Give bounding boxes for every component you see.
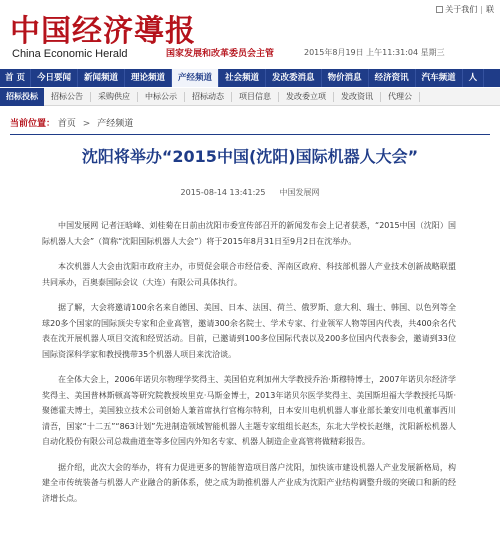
- nav-item-theory[interactable]: 理论频道: [125, 69, 172, 87]
- nav-item-economy[interactable]: 经济资讯: [369, 69, 416, 87]
- article-source: 中国发展网: [279, 188, 320, 197]
- article-paragraph: 据介绍，此次大会的举办，将有力促进更多的智能智造项目落户沈阳，加快该市建设机器人产业发展新格局，构建全市传统装备与机器人产业融合的新体系，使之成为助推机器人产业成为沈阳产业结构调整升级的突破口和新的经济增长点。: [42, 462, 456, 503]
- sponsor-text: 国家发展和改革委员会主管: [166, 49, 275, 59]
- about-link[interactable]: 关于我们: [445, 5, 478, 14]
- site-logo[interactable]: 中国经济導报: [10, 14, 196, 49]
- subnav-item-procurement[interactable]: 采购供应: [91, 92, 138, 102]
- about-icon: [436, 6, 443, 13]
- nav-item-more[interactable]: 人: [463, 69, 485, 87]
- content-divider: [10, 134, 490, 135]
- site-logo-english: China Economic Herald: [12, 48, 128, 60]
- nav-item-news[interactable]: 新闻频道: [78, 69, 125, 87]
- nav-item-today-news[interactable]: 今日要闻: [31, 69, 78, 87]
- subnav-label[interactable]: 招标投标: [0, 88, 44, 106]
- article-paragraph: 本次机器人大会由沈阳市政府主办，市贸促会联合市经信委、浑南区政府、科技部机器人产业技术创新战略联盟共同承办，百奥泰国际会议（大连）有限公司具体执行。: [42, 262, 456, 287]
- subnav-item-project-info[interactable]: 项目信息: [232, 92, 279, 102]
- subnav-item-award[interactable]: 中标公示: [138, 92, 185, 102]
- article-title: 沈阳将举办“2015中国(沈阳)国际机器人大会”: [81, 147, 419, 166]
- link-separator: |: [480, 5, 483, 14]
- contact-link[interactable]: 联: [486, 5, 494, 14]
- breadcrumb-prefix: 当前位置：: [10, 119, 56, 129]
- breadcrumb-home[interactable]: 首页: [57, 119, 76, 129]
- breadcrumb-current[interactable]: 产经频道: [97, 119, 134, 129]
- subnav-item-ndrc-info[interactable]: 发改资讯: [334, 92, 381, 102]
- nav-item-auto[interactable]: 汽车频道: [416, 69, 463, 87]
- nav-item-industry[interactable]: 产经频道: [172, 69, 219, 87]
- subnav-item-agency[interactable]: 代理公: [381, 92, 420, 102]
- current-datetime: 2015年8月19日 上午11:31:04 星期三: [304, 48, 445, 57]
- subnav-item-approval[interactable]: 发改委立项: [279, 92, 334, 102]
- breadcrumb: [10, 116, 490, 132]
- breadcrumb-separator: >: [82, 119, 91, 129]
- site-header: [0, 0, 500, 68]
- nav-item-ndrc-news[interactable]: 发改委消息: [266, 69, 322, 87]
- article-meta: [10, 187, 490, 198]
- article-paragraph: 据了解，大会将邀请100余名来自德国、美国、日本、法国、荷兰、俄罗斯、意大利、瑞士、韩国、以色列等全球20多个国家的国际顶尖专家和企业高管，邀请300余名院士、学术专家、行业领军人物等国内代表，共400余名代表在沈开展机器人项目交流和经贸活动。目前，已邀请到100多位国际代表以及200多位国内代表参会，邀请到33位国际资深科学家和教授携带35个机器人项目来沈洽谈。: [42, 303, 456, 359]
- article-date: 2015-08-14 13:41:25: [180, 188, 266, 197]
- main-nav: [0, 69, 500, 87]
- nav-item-home[interactable]: 首 页: [0, 69, 31, 87]
- subnav-item-bid-notice[interactable]: 招标公告: [44, 92, 91, 102]
- nav-item-society[interactable]: 社会频道: [219, 69, 266, 87]
- article-body: [42, 218, 456, 516]
- article-paragraph: 中国发展网 记者汪晗峰、刘桂菊在日前由沈阳市委宣传部召开的新闻发布会上记者获悉，“2015中国（沈阳）国际机器人大会”（简称“沈阳国际机器人大会”）将于2015年8月31日至9月2日在沈举办。: [42, 221, 456, 246]
- top-links: [436, 4, 494, 15]
- nav-item-price[interactable]: 物价消息: [322, 69, 369, 87]
- subnav-item-bid-dynamics[interactable]: 招标动态: [185, 92, 232, 102]
- sub-nav: [0, 88, 500, 106]
- article-paragraph: 在全体大会上，2006年诺贝尔物理学奖得主、美国伯克利加州大学教授乔治·斯穆特博士，2007年诺贝尔经济学奖得主、美国普林斯顿高等研究院教授埃里克·马斯金博士，2013年诺贝尔医学奖得主、美国斯坦福大学教授托马斯·聚德霍夫博士，美国独立技术公司创始人兼首席执行官梅尔特利，日本安川电机机器人事业部长兼安川电机董事西川清吾，国家“十二五”“863计划”先进制造领域智能机器人主题专家组组长赵杰，东北大学校长赵继，沈阳新松机器人自动化股份有限公司总裁曲道奎等多位国内外知名专家、机器人制造企业高管将做精彩报告。: [42, 375, 456, 446]
